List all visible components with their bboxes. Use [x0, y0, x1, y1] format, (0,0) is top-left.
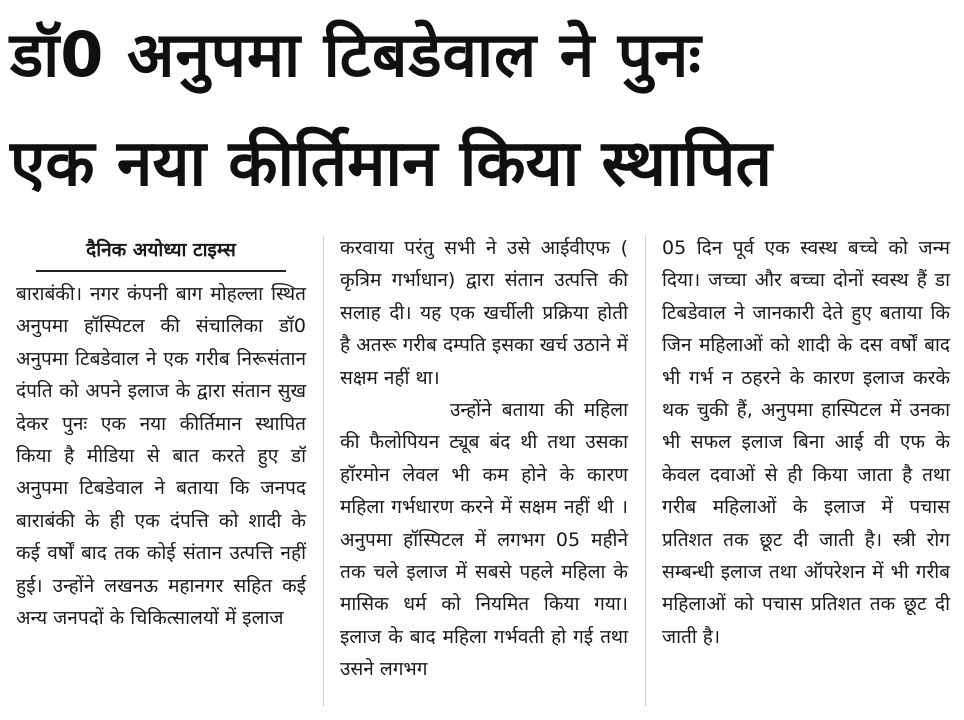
column-divider	[645, 236, 646, 706]
column-2-paragraph-2: उन्होंने बताया की महिला की फैलोपियन ट्यूब बंद थी तथा उसका हॉरमोन लेवल भी कम होने के कारण महिला गर्भधारण करने में सक्षम नहीं थी । अनुपमा हॉस्पिटल में लगभग 05 महीने तक चले इलाज में सबसे पहले महिला के मासिक धर्म को नियमित किया गया। इलाज के बाद महिला गर्भवती हो गई तथा उसने लगभग	[340, 399, 628, 681]
headline-line-2: एक नया कीर्तिमान किया स्थापित	[10, 127, 772, 201]
column-2-paragraph-1: करवाया परंतु सभी ने उसे आईवीएफ ( कृत्रिम गर्भाधान) द्वारा संतान उत्पत्ति की सलाह दी। यह एक खर्चीली प्रक्रिया होती है अतरू गरीब दम्पति इसका खर्च उठाने में सक्षम नहीं था।	[340, 237, 628, 389]
article-column-3	[662, 232, 950, 653]
article-column-2	[340, 232, 628, 686]
column-3-paragraph-1: 05 दिन पूर्व एक स्वस्थ बच्चे को जन्म दिया। जच्चा और बच्चा दोनों स्वस्थ हैं डा टिबडेवाल ने जानकारी देते हुए बताया कि जिन महिलाओं को शादी के दस वर्षों बाद भी गर्भ न ठहरने के कारण इलाज करके थक चुकी हैं, अनुपमा हास्पिटल में उनका भी सफल इलाज बिना आई वी एफ के केवल दवाओं से ही किया जाता है तथा गरीब महिलाओं के इलाज में पचास प्रतिशत तक छूट दी जाती है। स्त्री रोग सम्बन्धी इलाज तथा ऑपरेशन में भी गरीब महिलाओं को पचास प्रतिशत तक छूट दी जाती है।	[662, 237, 950, 648]
column-divider	[323, 236, 324, 706]
article-column-1	[16, 232, 306, 634]
headline-line-1: डॉ0 अनुपमा टिबडेवाल ने पुनः	[10, 18, 702, 91]
byline: दैनिक अयोध्या टाइम्स	[36, 234, 286, 272]
column-1-paragraph-1: बाराबंकी। नगर कंपनी बाग मोहल्ला स्थित अनुपमा हॉस्पिटल की संचालिका डॉ0 अनुपमा टिबडेवाल ने एक गरीब निरूसंतान दंपति को अपने इलाज के द्वारा संतान सुख देकर पुनः एक नया कीर्तिमान स्थापित किया है मीडिया से बात करते हुए डॉ अनुपमा टिबडेवाल ने बताया कि जनपद बाराबंकी के ही एक दंपत्ति को शादी के कई वर्षों बाद तक कोई संतान उत्पत्ति नहीं हुई। उन्होंने लखनऊ महानगर सहित कई अन्य जनपदों के चिकित्सालयों में इलाज	[16, 283, 306, 630]
